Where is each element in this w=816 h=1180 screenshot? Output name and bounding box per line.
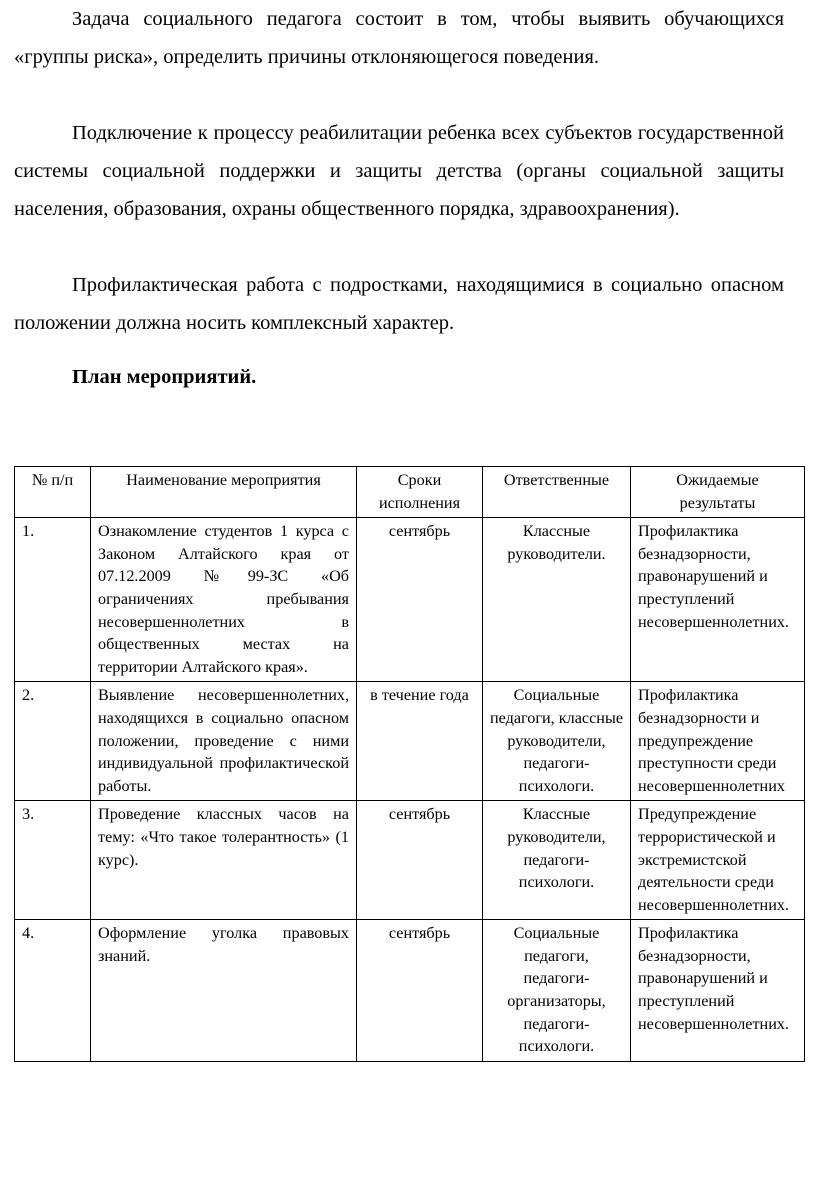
- intro-paragraph-prevention: Профилактическая работа с подростками, находящимися в социально опасном положении должна носить комплексный характер.: [14, 274, 784, 334]
- row-number: 4.: [15, 920, 91, 1062]
- header-expected-results: Ожидаемые результаты: [631, 467, 805, 518]
- event-responsible: [483, 920, 631, 1062]
- event-deadline: в течение года: [357, 682, 483, 801]
- event-expected-result: Профилактика безнадзорности, правонарушений и преступлений несовершеннолетних.: [631, 920, 805, 1062]
- event-deadline: сентябрь: [357, 920, 483, 1062]
- event-expected-result: Профилактика безнадзорности, правонарушений и преступлений несовершеннолетних.: [631, 518, 805, 682]
- header-deadline: Сроки исполнения: [357, 467, 483, 518]
- events-plan-table: [14, 466, 805, 1062]
- event-name: Оформление уголка правовых знаний.: [91, 920, 357, 1062]
- event-deadline: сентябрь: [357, 518, 483, 682]
- event-responsible: [483, 801, 631, 920]
- row-number: 1.: [15, 518, 91, 682]
- responsible-text: Социальные педагоги, педагоги-организаторы, педагоги-психологи.: [507, 924, 606, 1056]
- responsible-text: Классные руководители, педагоги-психологи.: [507, 805, 606, 892]
- table-row: [15, 518, 805, 682]
- event-name: Выявление несовершеннолетних, находящихся в социально опасном положении, проведение с ними индивидуальной профилактической работы.: [91, 682, 357, 801]
- plan-heading: План мероприятий.: [72, 366, 257, 388]
- intro-paragraph-task: Задача социального педагога состоит в том, чтобы выявить обучающихся «группы риска», определить причины отклоняющегося поведения.: [14, 8, 784, 68]
- event-name: Проведение классных часов на тему: «Что такое толерантность» (1 курс).: [91, 801, 357, 920]
- event-responsible: [483, 518, 631, 682]
- table-row: [15, 801, 805, 920]
- responsible-text: Социальные педагоги, классные руководители, педагоги-психологи.: [490, 686, 624, 795]
- header-number: № п/п: [15, 467, 91, 518]
- event-responsible: [483, 682, 631, 801]
- intro-paragraph-rehabilitation: Подключение к процессу реабилитации ребенка всех субъектов государственной системы социальной поддержки и защиты детства (органы социальной защиты населения, образования, охраны общественного порядка, здравоохранения).: [14, 122, 784, 220]
- row-number: 3.: [15, 801, 91, 920]
- event-name: Ознакомление студентов 1 курса с Законом Алтайского края от 07.12.2009 №99-ЗС «Об ограничениях пребывания несовершеннолетних в общественных местах на территории Алтайского края».: [91, 518, 357, 682]
- table-row: [15, 682, 805, 801]
- event-deadline: сентябрь: [357, 801, 483, 920]
- row-number: 2.: [15, 682, 91, 801]
- header-responsible: Ответственные: [483, 467, 631, 518]
- header-event-name: Наименование мероприятия: [91, 467, 357, 518]
- event-expected-result: Предупреждение террористической и экстремистской деятельности среди несовершеннолетних.: [631, 801, 805, 920]
- table-header-row: [15, 467, 805, 518]
- table-row: [15, 920, 805, 1062]
- event-expected-result: Профилактика безнадзорности и предупреждение преступности среди несовершеннолетних: [631, 682, 805, 801]
- responsible-text: Классные руководители.: [507, 522, 606, 563]
